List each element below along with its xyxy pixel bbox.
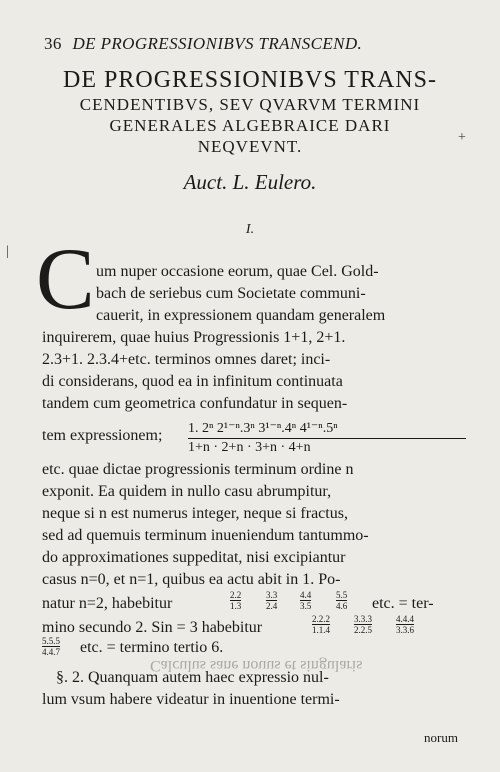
text-line: sed ad quemuis terminum inueniendum tantummo- <box>42 527 369 544</box>
running-title: DE PROGRESSIONIBVS TRANSCEND. <box>72 34 363 53</box>
small-fraction <box>336 590 347 611</box>
margin-mark: | <box>6 244 9 259</box>
fraction-denominator: 4.4.7 <box>42 647 60 657</box>
fraction-denominator: 2.2.5 <box>354 625 372 635</box>
expression-numerator: 1. 2ⁿ 2¹⁻ⁿ.3ⁿ 3¹⁻ⁿ.4ⁿ 4¹⁻ⁿ.5ⁿ <box>188 421 338 436</box>
text-line: etc. = ter- <box>372 595 434 612</box>
title-line-2: CENDENTIBVS, SEV QVARVM TERMINI <box>79 95 421 114</box>
drop-cap: C <box>36 231 95 328</box>
fraction-rule <box>188 438 466 439</box>
text-line: natur n=2, habebitur <box>42 595 173 612</box>
small-fraction <box>312 614 330 635</box>
catchword: norum <box>424 730 458 745</box>
title-line-1: DE PROGRESSIONIBVS TRANS- <box>63 67 437 93</box>
bleed-through-text: Calculus sane nouus et singularis <box>150 657 363 674</box>
fraction-denominator: 3.5 <box>300 601 312 611</box>
fraction-numerator: 4.4 <box>300 590 312 600</box>
fraction-numerator: 2.2 <box>230 590 242 600</box>
running-head <box>44 34 464 54</box>
fraction-numerator: 3.3.3 <box>354 614 372 624</box>
text-line: 2.3+1. 2.3.4+etc. terminos omnes daret; inci- <box>42 351 331 368</box>
fraction-numerator: 4.4.4 <box>396 614 414 624</box>
fraction-numerator: 5.5.5 <box>42 636 60 646</box>
section-2-line: §. 2. Quanquam autem haec expressio nul- <box>56 669 329 686</box>
margin-mark: + <box>458 130 466 145</box>
text-line: inquirerem, quae huius Progressionis 1+1, 2+1. <box>42 329 346 346</box>
text-line: cauerit, in expressionem quandam generalem <box>96 307 386 324</box>
text-line: um nuper occasione eorum, quae Cel. Gold- <box>96 263 379 280</box>
text-line: tandem cum geometrica confundatur in sequen- <box>42 395 348 412</box>
text-line: di considerans, quod ea in infinitum continuata <box>42 373 343 390</box>
fraction-denominator: 3.3.6 <box>396 625 414 635</box>
small-fraction <box>354 614 372 635</box>
section-2-line: lum vsum habere videatur in inuentione termi- <box>42 691 340 708</box>
small-fraction <box>396 614 414 635</box>
fraction-denominator: 1.1.4 <box>312 625 330 635</box>
small-fraction <box>42 636 60 657</box>
general-term-expression <box>188 420 468 456</box>
fraction-numerator: 5.5 <box>336 590 348 600</box>
text-line: etc. = termino tertio 6. <box>80 639 224 656</box>
fraction-denominator: 2.4 <box>266 601 278 611</box>
article-title <box>30 66 470 157</box>
small-fraction <box>266 590 277 611</box>
author-line: Auct. L. Eulero. <box>183 170 317 194</box>
fraction-numerator: 3.3 <box>266 590 278 600</box>
expression-denominator: 1+n · 2+n · 3+n · 4+n <box>188 440 311 455</box>
text-line: mino secundo 2. Sin = 3 habebitur <box>42 619 263 636</box>
fraction-denominator: 1.3 <box>230 601 242 611</box>
text-line: exponit. Ea quidem in nullo casu abrumpitur, <box>42 483 332 500</box>
section-number: I. <box>245 222 255 237</box>
page-number: 36 <box>44 34 62 53</box>
small-fraction <box>300 590 311 611</box>
text-line: casus n=0, et n=1, quibus ea actu abit in 1. Po- <box>42 571 341 588</box>
fraction-denominator: 4.6 <box>336 601 348 611</box>
text-line: bach de seriebus cum Societate communi- <box>96 285 366 302</box>
small-fraction <box>230 590 241 611</box>
title-line-4: NEQVEVNT. <box>197 137 303 156</box>
text-line: tem expressionem; <box>42 427 163 444</box>
fraction-numerator: 2.2.2 <box>312 614 330 624</box>
text-line: etc. quae dictae progressionis terminum ordine n <box>42 461 354 478</box>
title-line-3: GENERALES ALGEBRAICE DARI <box>109 116 391 135</box>
text-line: do approximationes suppeditat, nisi excipiantur <box>42 549 346 566</box>
text-line: neque si n est numerus integer, neque si fractus, <box>42 505 348 522</box>
